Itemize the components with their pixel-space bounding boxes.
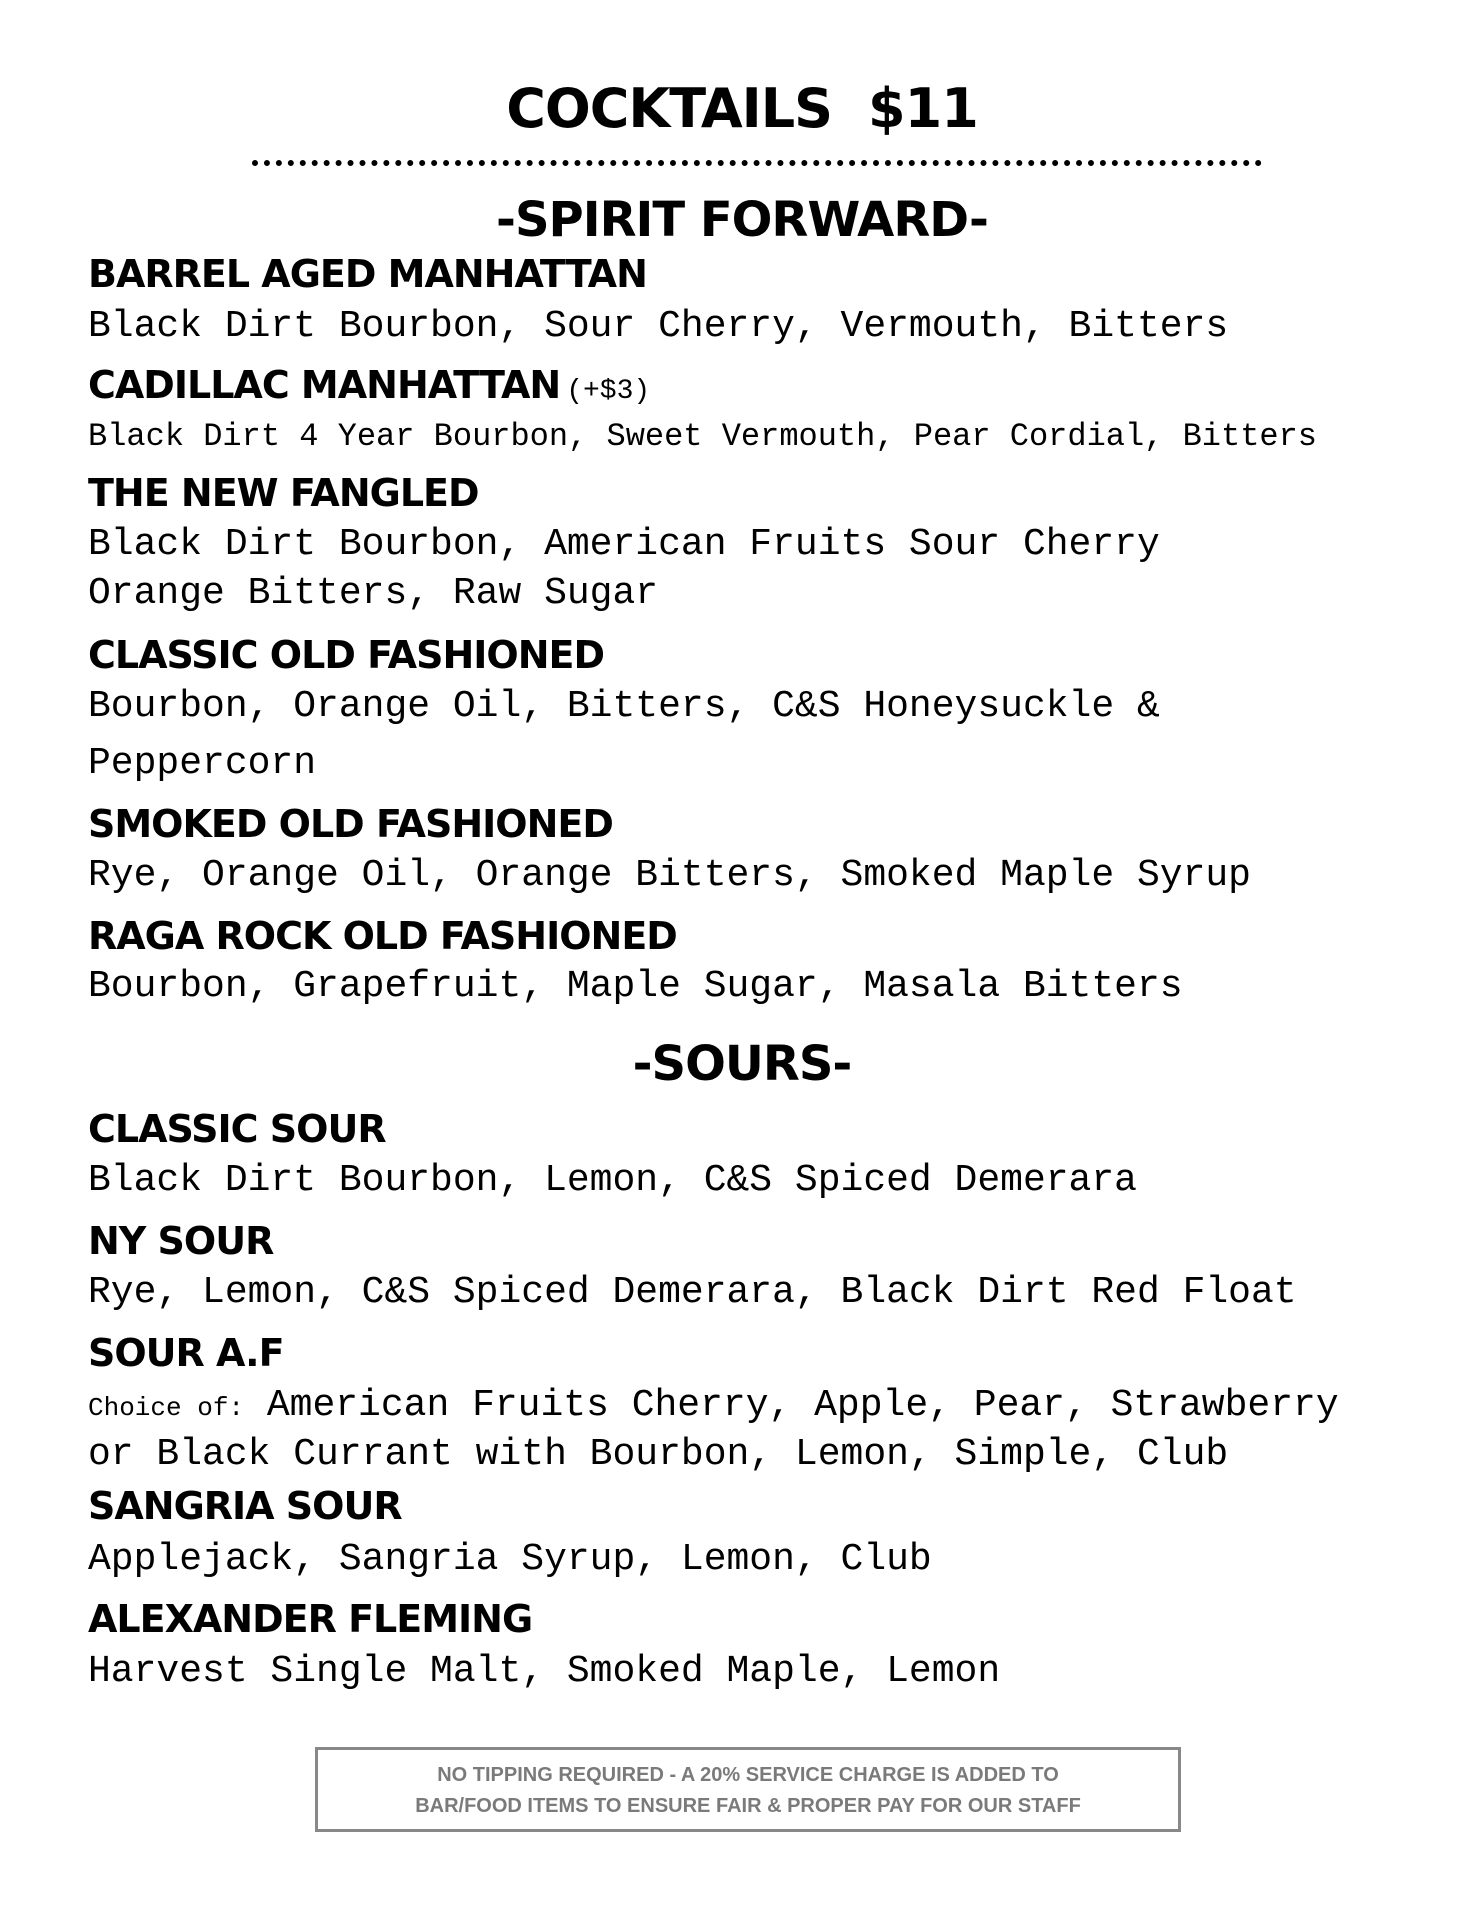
item-description-with-choice	[88, 1384, 1339, 1427]
item-description: Applejack, Sangria Syrup, Lemon, Club	[88, 1538, 932, 1581]
item-description: American Fruits Cherry, Apple, Pear, Strawberry	[266, 1384, 1339, 1427]
item-name: RAGA ROCK OLD FASHIONED	[88, 914, 677, 958]
item-description: Black Dirt Bourbon, American Fruits Sour Cherry	[88, 523, 1160, 566]
section-heading-spirit-forward: -SPIRIT FORWARD-	[496, 192, 988, 248]
item-name: CLASSIC OLD FASHIONED	[88, 633, 605, 677]
item-name: SOUR A.F	[88, 1331, 284, 1375]
item-description: Orange Bitters, Raw Sugar	[88, 572, 659, 615]
item-description: Black Dirt Bourbon, Lemon, C&S Spiced Demerara	[88, 1159, 1137, 1202]
item-description: or Black Currant with Bourbon, Lemon, Simple, Club	[88, 1433, 1229, 1476]
item-name: ALEXANDER FLEMING	[88, 1597, 533, 1641]
item-description: Bourbon, Grapefruit, Maple Sugar, Masala Bitters	[88, 965, 1183, 1008]
item-name: CLASSIC SOUR	[88, 1107, 386, 1151]
menu-title-text: COCKTAILS	[506, 77, 833, 140]
item-description: Peppercorn	[88, 742, 317, 785]
dotted-divider	[252, 160, 1262, 166]
menu-title	[0, 77, 1484, 140]
item-name: SMOKED OLD FASHIONED	[88, 802, 613, 846]
item-name-with-surcharge	[88, 363, 651, 407]
section-heading-sours: -SOURS-	[632, 1036, 852, 1092]
service-charge-notice	[315, 1747, 1181, 1832]
item-description: Black Dirt 4 Year Bourbon, Sweet Vermouth, Pear Cordial, Bitters	[88, 418, 1317, 455]
item-description: Harvest Single Malt, Smoked Maple, Lemon	[88, 1650, 1001, 1693]
item-name: NY SOUR	[88, 1219, 274, 1263]
choice-prefix: Choice of:	[88, 1393, 245, 1423]
item-name: BARREL AGED MANHATTAN	[88, 252, 647, 296]
item-description: Bourbon, Orange Oil, Bitters, C&S Honeysuckle &	[88, 685, 1160, 728]
notice-line: NO TIPPING REQUIRED - A 20% SERVICE CHARGE IS ADDED TO	[437, 1764, 1059, 1786]
item-surcharge: (+$3)	[566, 376, 651, 407]
item-description: Black Dirt Bourbon, Sour Cherry, Vermouth, Bitters	[88, 305, 1229, 348]
item-name: CADILLAC MANHATTAN	[88, 363, 561, 407]
menu-price: $11	[868, 77, 978, 140]
item-description: Rye, Lemon, C&S Spiced Demerara, Black Dirt Red Float	[88, 1271, 1297, 1314]
item-description: Rye, Orange Oil, Orange Bitters, Smoked Maple Syrup	[88, 854, 1251, 897]
notice-line: BAR/FOOD ITEMS TO ENSURE FAIR & PROPER PAY FOR OUR STAFF	[415, 1795, 1081, 1817]
item-name: SANGRIA SOUR	[88, 1484, 402, 1528]
item-name: THE NEW FANGLED	[88, 471, 479, 515]
